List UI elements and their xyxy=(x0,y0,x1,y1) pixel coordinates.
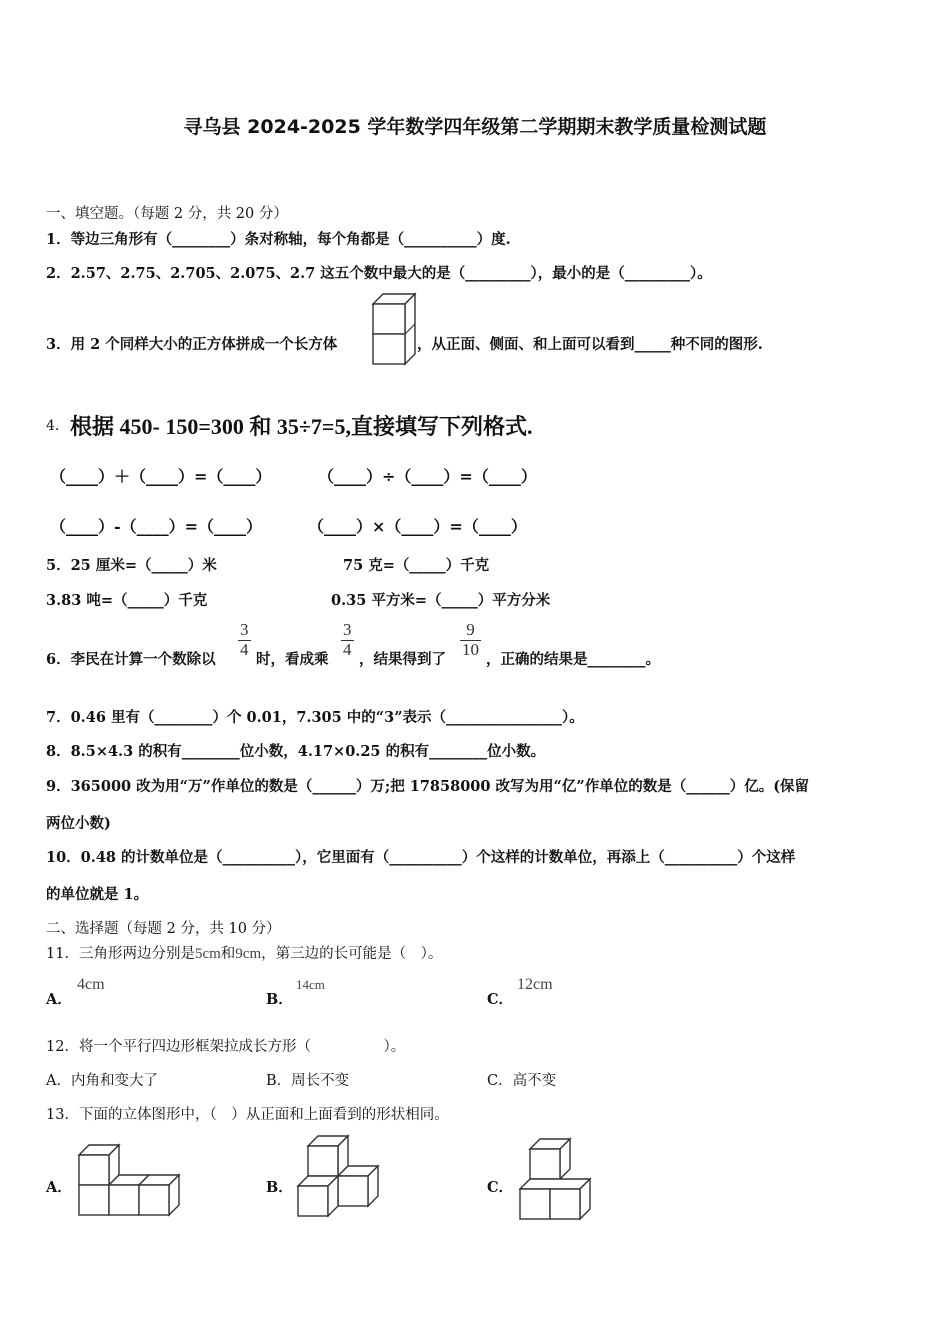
question-12-option-c: C．高不变 xyxy=(487,1073,557,1089)
section-2-heading: 二、选择题（每题 2 分，共 10 分） xyxy=(46,921,281,937)
question-5d: 0.35 平方米=（_____）平方分米 xyxy=(331,592,551,609)
question-9-line2: 两位小数) xyxy=(46,815,111,832)
question-4-row1-right: （____）÷（____）=（____） xyxy=(318,467,537,486)
question-10-line2: 的单位就是 1。 xyxy=(46,886,149,903)
fraction-numerator: 3 xyxy=(240,620,249,639)
question-4-number: 4. xyxy=(46,418,60,434)
question-11-part2: 和 xyxy=(220,946,236,962)
question-13-label-b: B． xyxy=(266,1179,293,1196)
question-8: 8．8.5×4.3 的积有________位小数，4.17×0.25 的积有________位小数。 xyxy=(46,743,546,760)
question-3-text-before: 3．用 2 个同样大小的正方体拼成一个长方体 xyxy=(46,336,338,353)
fraction-three-quarters-1 xyxy=(238,621,251,659)
cube-figure-a xyxy=(78,1143,184,1221)
question-11-side2: 9cm xyxy=(235,946,262,962)
fraction-numerator: 3 xyxy=(343,620,352,639)
question-2: 2．2.57、2.75、2.705、2.075、2.7 这五个数中最大的是（_________），最小的是（_________）。 xyxy=(46,265,712,282)
cuboid-figure xyxy=(372,293,416,367)
question-12-option-b: B．周长不变 xyxy=(266,1073,350,1089)
option-b-value: 14cm xyxy=(296,977,325,992)
question-11-side1: 5cm xyxy=(194,946,221,962)
question-13: 13．下面的立体图形中，（ ）从正面和上面看到的形状相同。 xyxy=(46,1107,449,1123)
fraction-denominator: 4 xyxy=(343,639,352,659)
question-5a: 5．25 厘米=（_____）米 xyxy=(46,557,217,574)
question-5b: 75 克=（_____）千克 xyxy=(343,557,490,574)
question-13-label-a: A． xyxy=(46,1179,72,1196)
option-c-label: C． xyxy=(487,991,514,1008)
question-13-label-c: C． xyxy=(487,1179,514,1196)
question-3-text-after: ，从正面、侧面、和上面可以看到_____种不同的图形. xyxy=(417,336,763,353)
fraction-denominator: 10 xyxy=(462,639,479,659)
question-11-part1: 11．三角形两边分别是 xyxy=(46,946,195,962)
fraction-denominator: 4 xyxy=(240,639,249,659)
question-12-option-a: A．内角和变大了 xyxy=(46,1073,158,1089)
option-b-label: B． xyxy=(266,991,293,1008)
question-7: 7．0.46 里有（________）个 0.01，7.305 中的“3”表示（________________）。 xyxy=(46,709,584,726)
question-4-text: 根据 450- 150=300 和 35÷7=5,直接填写下列格式. xyxy=(70,414,533,439)
cube-figure-b xyxy=(297,1136,381,1222)
page-title: 寻乌县 2024-2025 学年数学四年级第二学期期末教学质量检测试题 xyxy=(183,116,767,138)
fraction-numerator: 9 xyxy=(466,620,475,639)
question-4-row2-left: （____）-（____）=（____） xyxy=(50,517,263,536)
option-c-value: 12cm xyxy=(517,976,553,993)
cube-figure-c xyxy=(519,1139,595,1225)
option-a-value: 4cm xyxy=(77,976,105,993)
question-12: 12．将一个平行四边形框架拉成长方形（ ）。 xyxy=(46,1039,406,1055)
question-4-row2-right: （____）×（____）=（____） xyxy=(308,517,527,536)
fraction-nine-tenths xyxy=(460,621,481,659)
question-6-part2: 时，看成乘 xyxy=(256,651,329,668)
option-a-label: A． xyxy=(46,991,72,1008)
fraction-three-quarters-2 xyxy=(341,621,354,659)
question-6-part3: ，结果得到了 xyxy=(359,651,446,668)
question-5c: 3.83 吨=（_____）千克 xyxy=(46,592,208,609)
question-11-text xyxy=(46,942,442,963)
question-10-line1: 10．0.48 的计数单位是（__________），它里面有（__________）个这样的计数单位，再添上（__________）个这样 xyxy=(46,849,796,866)
question-4-row1-left: （____）＋（____）=（____） xyxy=(50,467,272,486)
question-6-part4: ，正确的结果是________。 xyxy=(486,651,660,668)
question-9-line1: 9．365000 改为用“万”作单位的数是（______）万;把 17858000 改写为用“亿”作单位的数是（______）亿。(保留 xyxy=(46,778,810,795)
section-1-heading: 一、填空题。（每题 2 分，共 20 分） xyxy=(46,206,288,222)
question-11-part3: ，第三边的长可能是（ ）。 xyxy=(261,946,443,962)
question-1: 1．等边三角形有（________）条对称轴，每个角都是（__________）度. xyxy=(46,231,511,248)
question-6-part1: 6．李民在计算一个数除以 xyxy=(46,651,216,668)
